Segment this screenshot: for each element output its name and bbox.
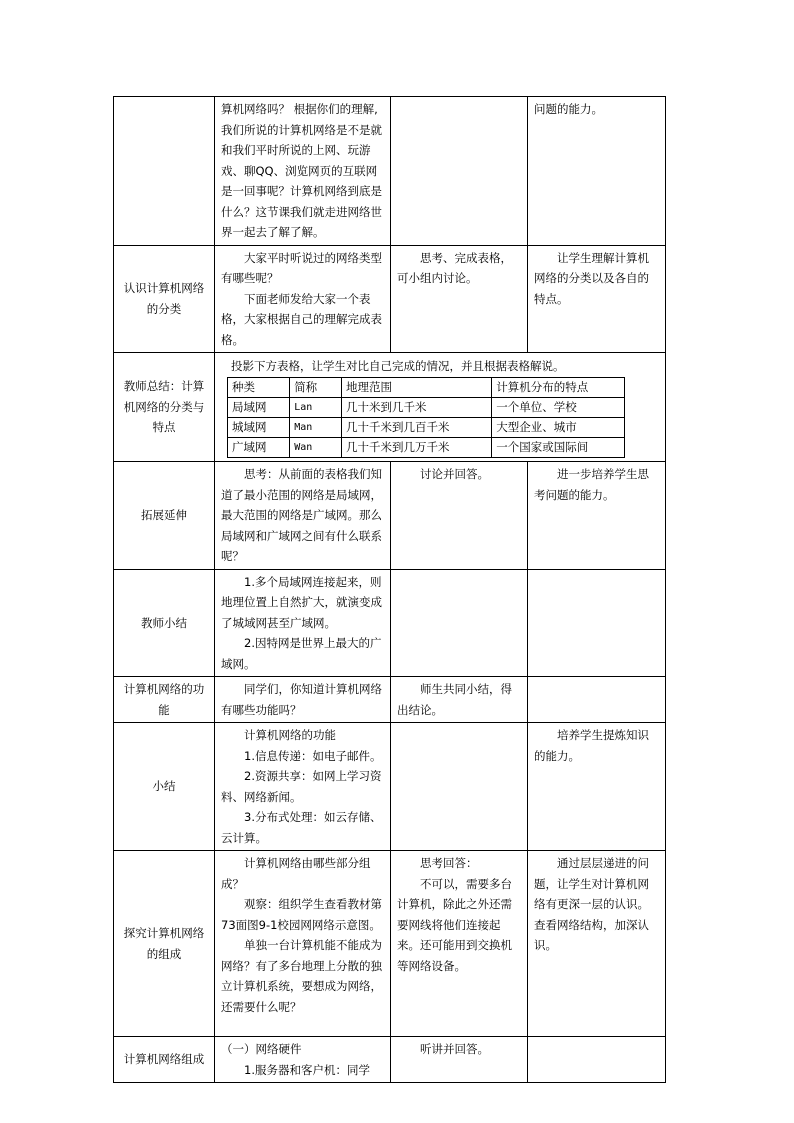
inner-table-cell: Lan [290,398,342,418]
teacher-activity-cell [215,851,391,1037]
design-intent-cell [528,677,666,723]
cell-paragraph: 进一步培养学生思考问题的能力。 [534,467,649,502]
inner-header-cell: 计算机分布的特点 [492,378,625,398]
cell-paragraph: 3.分布式处理：如云存储、云计算。 [221,810,382,845]
cell-paragraph: 1.服务器和客户机：同学 [244,1062,370,1077]
inner-header-cell: 种类 [228,378,290,398]
cell-paragraph: 师生共同小结，得出结论。 [397,682,512,717]
student-activity-cell [391,677,528,723]
cell-paragraph: 培养学生提炼知识的能力。 [534,728,649,763]
teacher-activity-cell [215,245,391,353]
inner-table-cell: 几十千米到几百千米 [342,418,492,438]
section-label-cell [114,1037,215,1083]
section-label-cell [114,462,215,570]
inner-table-cell: 几十米到几千米 [342,398,492,418]
table-row [114,723,666,851]
inner-table-cell: Wan [290,438,342,458]
design-intent-cell [528,851,666,1037]
inner-table-row [228,438,625,458]
section-label-cell [114,97,215,246]
cell-paragraph: 思考、完成表格，可小组内讨论。 [397,250,512,285]
lesson-plan-table [113,96,666,1083]
table-row [114,462,666,570]
network-types-table [227,377,625,458]
inner-table-cell: 城域网 [228,418,290,438]
cell-paragraph: 大家平时听说过的网络类型有哪些呢？ [221,250,382,285]
section-label: 计算机网络的功能 [123,682,205,717]
table-row [114,97,666,246]
cell-paragraph: 2.资源共享：如网上学习资料、网络新闻。 [221,769,382,804]
design-intent-cell [528,462,666,570]
section-label: 教师总结：计算机网络的分类与特点 [123,379,205,435]
design-intent-cell [528,723,666,851]
table-row [114,851,666,1037]
inner-table-cell: Man [290,418,342,438]
student-activity-cell [391,97,528,246]
inner-table-row [228,398,625,418]
table-row [114,245,666,353]
table-intro-text: 投影下方表格，让学生对比自己完成的情况，并且根据表格解说。 [231,359,565,373]
cell-paragraph: 1.信息传递：如电子邮件。 [244,748,382,763]
cell-paragraph: 下面老师发给大家一个表格，大家根据自己的理解完成表格。 [221,291,382,347]
teacher-activity-cell [215,723,391,851]
section-label: 教师小结 [141,615,187,630]
section-label-cell [114,677,215,723]
table-row [114,569,666,677]
teacher-activity-cell [215,462,391,570]
cell-paragraph: 单独一台计算机能不能成为网络？有了多台地理上分散的独立计算机系统，要想成为网络，还需要什么呢？ [221,938,382,1014]
inner-table-cell: 大型企业、城市 [492,418,625,438]
cell-paragraph: 讨论并回答。 [420,467,489,481]
design-intent-cell [528,245,666,353]
inner-table-cell: 局域网 [228,398,290,418]
student-activity-cell [391,245,528,353]
cell-paragraph: 观察：组织学生查看教材第73面图9-1校园网网络示意图。 [221,897,382,932]
design-intent-cell [528,97,666,246]
section-label: 小结 [152,779,176,794]
teacher-activity-cell [215,1037,391,1083]
inner-table-row [228,418,625,438]
section-label-cell [114,723,215,851]
design-intent-cell [528,569,666,677]
cell-paragraph: 计算机网络的功能 [244,728,336,742]
summary-table-cell [215,353,666,462]
table-row [114,353,666,462]
cell-paragraph: 1.多个局域网连接起来，则地理位置上自然扩大，就演变成了城域网甚至广域网。 [221,574,382,630]
section-label: 计算机网络组成 [123,1052,205,1067]
cell-paragraph: 思考：从前面的表格我们知道了最小范围的网络是局域网，最大范围的网络是广域网。那么局域网和广域网之间有什么联系呢？ [221,467,382,563]
design-intent-cell [528,1037,666,1083]
cell-paragraph: 2.因特网是世界上最大的广域网。 [221,636,382,671]
inner-table-cell: 一个单位、学校 [492,398,625,418]
table-row [114,1037,666,1083]
cell-paragraph: 通过层层递进的问题，让学生对计算机网络有更深一层的认识。查看网络结构，加深认识。 [534,856,649,952]
section-label-cell [114,245,215,353]
section-label: 探究计算机网络的组成 [123,926,205,961]
cell-paragraph: 计算机网络由哪些部分组成？ [221,856,371,891]
cell-paragraph: 算机网络吗？ 根据你们的理解,我们所说的计算机网络是不是就和我们平时所说的上网、玩游戏、聊QQ、浏览网页的互联网是一回事呢？计算机网络到底是什么？这节课我们就走进网络世界一起去了解了解。 [221,102,382,239]
table-row [114,677,666,723]
teacher-activity-cell [215,97,391,246]
section-label-cell [114,851,215,1037]
inner-table-cell: 广域网 [228,438,290,458]
student-activity-cell [391,462,528,570]
cell-paragraph: 同学们，你知道计算机网络有哪些功能吗？ [221,682,382,717]
teacher-activity-cell [215,569,391,677]
teacher-activity-cell [215,677,391,723]
section-label-cell [114,353,215,462]
cell-paragraph: 不可以，需要多台计算机，除此之外还需要网线将他们连接起来。还可能用到交换机等网络设备。 [397,876,512,973]
inner-header-cell: 简称 [290,378,342,398]
inner-header-row [228,378,625,398]
inner-table-cell: 几十千米到几万千米 [342,438,492,458]
student-activity-cell [391,851,528,1037]
section-label: 认识计算机网络的分类 [123,281,205,316]
inner-header-cell: 地理范围 [342,378,492,398]
cell-paragraph: 让学生理解计算机网络的分类以及各自的特点。 [534,250,649,306]
cell-paragraph: 问题的能力。 [534,102,603,116]
section-label: 拓展延伸 [141,508,187,522]
inner-table-cell: 一个国家或国际间 [492,438,625,458]
student-activity-cell [391,723,528,851]
cell-paragraph: （一）网络硬件 [221,1042,302,1056]
cell-paragraph: 思考回答： [420,856,478,870]
cell-paragraph: 听讲并回答。 [420,1042,489,1056]
student-activity-cell [391,1037,528,1083]
section-label-cell [114,569,215,677]
student-activity-cell [391,569,528,677]
